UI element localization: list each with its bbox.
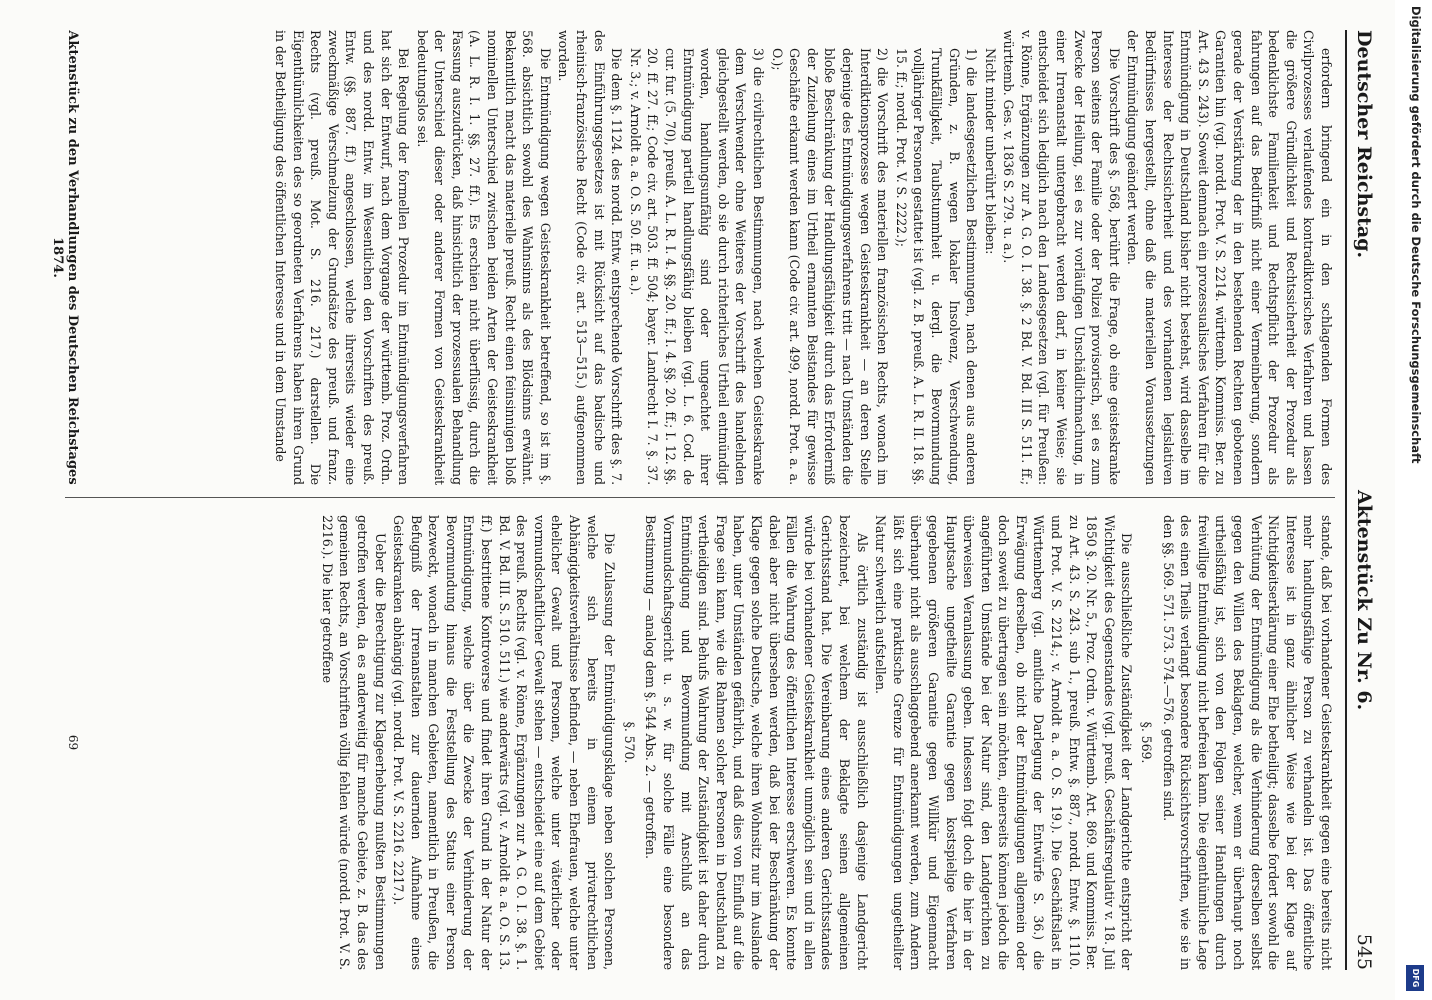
header-document-reference: Aktenstück Zu Nr. 6.	[1353, 490, 1375, 711]
header-page-number: 545	[1353, 933, 1375, 970]
paragraph: Die Zulassung der Entmündigungsklage neben solchen Personen, welche sich bereits in einem privatrechtlichen Abhängigkeitsverhältnisse befinden, — neben Ehefrauen, welche unter ehelicher Gewalt und Personen, welche unter väterlicher oder vormundschaftlicher Gewalt stehen — entscheidet eine auf dem Gebiet des preuß. Rechts (vgl. v. Rönne, Ergänzungen zur A. G. O. I. 38. §. 1. Bd. V. Bd. III. S. 510. 511.) wie anderwärts (vgl. v. Arnoldt a. a. O. S. 13. ff.) bestrittene Kontroverse und findet ihren Grund in der Natur der Entmündigung, welche über die Zwecke der Verhinderung der Bevormundung hinaus die Feststellung des Status einer Person bezweckt, wonach in manchen Gebieten, namentlich in Preußen, die Befugniß der Irrenanstalten zur dauernden Aufnahme eines Geisteskranken abhängig (vgl. nordd. Prot. V. S. 2216. 2217.).	[391, 515, 618, 970]
list-item: 1) die landesgesetzlichen Bestimmungen, nach denen aus anderen Gründen, z. B. wegen lokaler Insolvenz, Verschwendung, Trunkfälligkeit, Taubstummheit u. dergl. die Bevormundung volljähriger Personen gestattet ist (vgl. z. B. preuß. A. L. R. II. 18. §§. 15. ff.; nordd. Prot. V. S. 2222.);	[893, 48, 980, 485]
paragraph: Ueber die Berechtigung zur Klageerhebung mußten Bestimmungen getroffen werden, da es anderweitig für manche Gebiete, z. B. das des gemeinen Rechts, an Vorschriften völlig fehlen würde (nordd. Prot. V. S. 2216.). Die hier getroffene	[319, 515, 388, 970]
left-text-column	[270, 30, 1335, 485]
section-heading: §. 570.	[621, 721, 637, 764]
paragraph: Nicht minder unberührt bleiben:	[982, 48, 998, 255]
column-divider	[65, 497, 1335, 498]
paragraph: erfordern bringend ein in den schlagenden Formen des Civilprozesses verlaufendes kontradiktorisches Verfahren und lassen die größere Gründlichkeit und Rechtssicherheit der Prozedur als bedenklichste Familienkeit und Rechtspflicht der Prozedur als fahrungen auf das Bedürfniß nicht einer Vermeinberung, sondern gerade der Verstärkung der in den bestehenden Rechten gebotenen Garantien hin (vgl. nordd. Prot. V. S. 2214. württemb. Kommiss. Ber. zu Art. 43 S. 243). Soweit demnach ein prozessualisches Verfahren für die Entmündigung in Deutschland bisher nicht bestehst, wird dasselbe im Interesse der Rechtssicherheit und des vorhandenen legislativen Bedürfnisses hergestellt, ohne daß die materiellen Voraussetzungen der Entmündigung geändert werden.	[1125, 30, 1334, 485]
header-publication-title: Deutscher Reichstag.	[1353, 30, 1375, 259]
paragraph: Die Entmündigung wegen Geisteskrankheit betreffend, so ist im §. 568. absichtlich sowohl des Wahnsinns als des Blödsinns erwähnt. Bekanntlich macht das materielle preuß. Recht einen feinsinnigen bloß nominellen Unterschied zwischen beiden Arten der Geisteskrankheit (A. L. R. I. 1. §§. 27. ff.). Es erschien nicht überflüssig, durch die Fassung auszudrücken, daß hinsichtlich der prozessualen Behandlung der Unterschied dieser oder anderer Formen von Geisteskrankheit bedeutungslos sei.	[414, 30, 553, 485]
list-item: 3) die civilrechtlichen Bestimmungen, nach welchen Geisteskranke dem Verschwender ohne Weiteres der Vorschrift des handelnden gleichgestellt werden, ob sie durch richterliches Urtheil entmündigt worden, handlungsunfähig sind oder ungeachtet ihrer Entmündigung partiell handlungsfähig bleiben (vgl. L. 6. Cod. de cur. fur. (5. 70), preuß. A. L. R. I. 4. §§. 20. ff.; I. 4. §§. 20. ff.; I. 12. §§. 20. ff. 27. ff.; Code civ. art. 503. ff. 504; bayer. Landrecht I. 7. §. 37. Nr. 3.; v. Arnoldt a. a. O. S. 50. ff. u. a.).	[627, 48, 766, 485]
digitization-strip-inner	[1398, 0, 1432, 1000]
right-text-column	[317, 515, 1335, 970]
footer-series-title: Aktenstück zu den Verhandlungen des Deutschen Reichstages 1874.	[50, 30, 80, 485]
paragraph: Als örtlich zuständig ist ausschließlich dasjenige Landgericht bezeichnet, bei welchem der Beklagte seinen allgemeinen Gerichtsstand hat. Die Vereinbarung eines anderen Gerichtsstandes würde bei vorhandener Geisteskrankheit unmöglich sein und in allen Fällen die Wahrung des öffentlichen Interesse erschweren. Es konnte dabei aber nicht übersehen werden, daß bei der Beschränkung der Klage gegen solche Deutsche, welche ihren Wohnsitz nur im Auslande haben, unter Umständen gefährlich, und daß dies von Einfluß auf die Frage sein kann, wie die Rahmen solcher Personen in Deutschland zu vertheidigen sind. Behufs Wahrung der Zuständigkeit ist daher durch Entmündigung und Bevormundung mit Anschluß an das Vormundschaftsgericht u. s. w. für solche Fälle eine besondere Bestimmung — analog dem §. 544 Abs. 2. — getroffen.	[643, 515, 870, 970]
dfg-logo-icon: DFG	[1406, 965, 1424, 991]
paragraph: Die dem §. 1124. des nordd. Entw. entsprechende Vorschrift des §. 7. des Einführungsgesetzes ist mit Rücksicht auf das badische und rheinisch-französische Recht (Code civ. art. 513—515.) aufgenommen worden.	[556, 30, 625, 485]
list-item: 2) die Vorschrift des materiellen französischen Rechts, wonach im Interdiktionsprozesse wegen Geisteskrankheit — an deren Stelle derjenige des Entmündigungsverfahrens tritt — nach Umständen die bloße Beschränkung der Handlungsfähigkeit durch das Erforderniß der Zuziehung eines im Urtheil ernannten Beistandes für gewisse Geschäfte erkannt werden kann (Code civ. art. 499, nordd. Prot. a. a. O.);	[769, 48, 891, 485]
section-heading: §. 569.	[1139, 721, 1155, 764]
digitization-strip	[1398, 0, 1432, 1000]
paragraph: Bei Regelung der formellen Prozedur im Entmündigungsverfahren hat sich der Entwurf, nach dem Vorgange der württemb. Proz. Ordn. und des nordd. Entw. im Wesentlichen den Vorschriften des preuß. Entw. (§§. 887. ff.) angeschlossen, welche ihrerseits wieder eine zweckmäßige Verschmelzung der Grundsätze des preuß. und franz. Rechts (vgl. preuß. Mot. S. 216. 217.) darstellen. Die Eigenthümlichkeiten des so geordneten Verfahrens haben ihren Grund in der Betheiligung des öffentlichen Interesse und in dem Umstande	[272, 30, 412, 485]
paragraph: Die ausschließliche Zuständigkeit der Landgerichte entspricht der Wichtigkeit des Gegenstandes (vgl. preuß. Geschäftsregulativ v. 18. Juli 1850 §. 20. Nr. 5., Proz. Ordn. v. Württemb. Art. 869. und Kommiss. Ber. zu Art. 43. S. 243. sub 1., preuß. Entw. §. 887., nordd. Entw. §. 1110. und Prot. V. S. 2214.; v. Arnoldt a. a. O. S. 19.). Die Geschäftslast in Württemberg (vgl. amtliche Darlegung der Entwürfe S. 36.) die Erwägung derselben, ob nicht der Entmündigungen allgemein oder doch soweit zu übertragen sein möchten, einerseits können jedoch die angeführten Umstände bei der Natur sind, den Landgerichten zu überweisen Veranlassung geben. Indessen folgt doch die hier in der Hauptsache ungetheilte Garantie gegen kostspielige Verfahren gegebenen größeren Garantie gegen Willkür und Eigenmacht überhaupt nicht als ausschlaggebend anerkannt werden, zum Andern läßt sich eine praktische Grenze für Entmündigungen ungetheilter Natur schwerlich aufstellen.	[873, 515, 1135, 970]
digitization-credit: Digitalisierung gefördert durch die Deutsche Forschungsgemeinschaft	[1409, 6, 1423, 464]
page-header	[1345, 30, 1377, 970]
paragraph: stande, daß bei vorhandener Geisteskrankheit gegen eine bereits nicht mehr handlungsfähige Person zu verhandeln ist. Das öffentliche Interesse ist in ganz ähnlicher Weise wie bei der Klage auf Nichtigkeitserklärung einer Ehe betheiligt; dasselbe fordert sowohl die Verhütung der Entmündigung als die Verhinderung derselben selbst gegen den Willen des Beklagten, welcher, wenn er überhaupt noch urtheilsfähig ist, sich von den Folgen seiner Handlungen durch freiwillige Entmündigung nicht befreien kann. Die eigenthümliche Lage des einen Theils verlangt besondere Rücksichtsvorschriften, wie sie in den §§. 569. 571. 573. 574.—576. getroffen sind.	[1160, 515, 1334, 970]
footer-sheet-number: 69	[66, 734, 80, 751]
paragraph: Die Vorschrift des §. 568, berührt die Frage, ob eine geisteskranke Person seitens der Familie oder der Polizei provisorisch, sei es zum Zwecke der Heilung, sei es zur vorläufigen Unschädlichmachung, in einer Irrenanstalt untergebracht werden darf, in keiner Weise; sie entscheidet sich lediglich nach den Landesgesetzen (vgl. für Preußen: v. Rönne, Ergänzungen zur A. G. O. I. 38. §. 2 Bd. V. Bd. III S. 511. ff.; württemb. Ges. v. 1836 S. 279. u. a.).	[1001, 30, 1122, 485]
